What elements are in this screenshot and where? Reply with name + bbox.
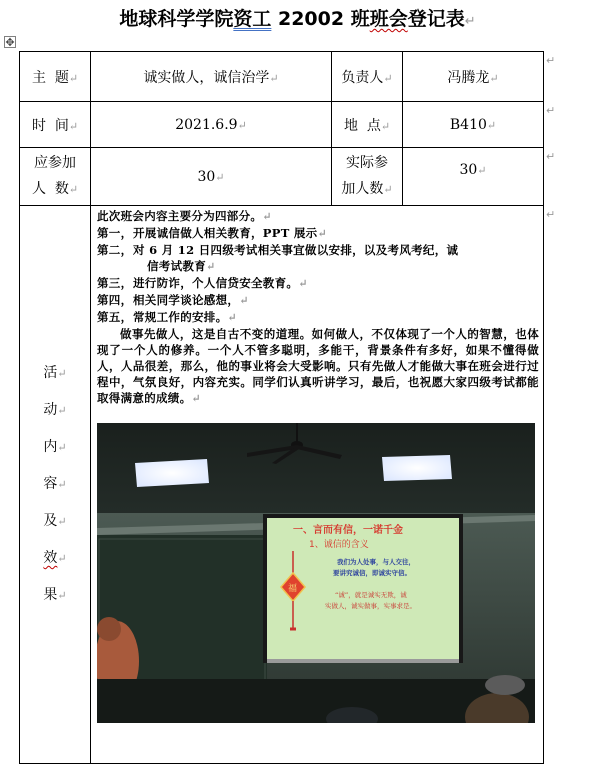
slide-line-3: 我们为人处事，与人交往，: [337, 558, 415, 566]
content-item-4: 第四，相关同学谈论感想，↵: [97, 293, 249, 307]
row-end-mark-icon-2: ↵: [546, 104, 556, 117]
slide-line-5: “诚”，就是诚实无欺，诚: [335, 591, 407, 599]
title-meeting: 班会: [369, 8, 408, 30]
activity-label-char: 及↵: [43, 513, 67, 529]
meeting-photo: [97, 423, 535, 723]
item-2-continued-text: 信考试教育: [147, 259, 206, 273]
title-major: 资工: [233, 8, 272, 30]
item-5-number: 第五，: [97, 310, 133, 324]
expected-value: 30: [197, 168, 216, 185]
content-paragraph-text: 做事先做人，这是自古不变的道理。如何做人，不仅体现了一个人的智慧，也体现了一个人的修养。一个人不管多聪明，多能干，背景条件有多好，如果不懂得做人，人品很差，那么，他的事业将会大受影响。只有先做人才能做大事在班会进行过程中，气氛良好，内容充实。同学们认真听讲学习，最后，也祝愿大家四级考试都能取得满意的成绩。: [97, 327, 539, 405]
leader-value: 冯腾龙: [447, 69, 490, 86]
actual-label-line1: 实际参: [346, 155, 388, 171]
item-1-text: 开展诚信做人相关教育，PPT 展示: [133, 226, 318, 240]
actual-label-cell: 实际参 加人数↵: [332, 148, 403, 206]
content-intro: 此次班会内容主要分为四部分。↵: [97, 209, 272, 223]
actual-value: 30: [459, 162, 478, 178]
item-3-text: 进行防诈，个人信贷安全教育。: [133, 276, 299, 290]
item-5-text: 常规工作的安排。: [133, 310, 228, 324]
topic-label: 主 题: [31, 69, 69, 86]
person-left-head: [97, 617, 121, 641]
content-paragraph: 做事先做人，这是自古不变的道理。如何做人，不仅体现了一个人的智慧，也体现了一个人的修养。一个人不管多聪明，多能干，背景条件有多好，如果不懂得做人，人品很差，那么，他的事业将会大受影响。只有先做人才能做大事在班会进行过程中，气氛良好，内容充实。同学们认真听讲学习，最后，也祝愿大家四级考试都能取得满意的成绩。↵: [97, 327, 539, 405]
content-intro-text: 此次班会内容主要分为四部分。: [97, 209, 263, 223]
document-title: [0, 5, 595, 36]
activity-label-char: 效↵: [43, 550, 67, 566]
registration-table: [19, 51, 544, 764]
row-end-mark-icon-3: ↵: [546, 150, 556, 163]
time-label: 时 间: [31, 117, 69, 134]
item-1-number: 第一，: [97, 226, 133, 240]
content-item-5: 第五，常规工作的安排。↵: [97, 310, 237, 324]
title-class: 22002 班: [271, 8, 370, 30]
time-label-cell: 时 间↵: [20, 102, 91, 148]
item-2-text: 对 6 月 12 日四级考试相关事宜做以安排，以及考风考纪，诚: [133, 243, 459, 257]
item-4-number: 第四，: [97, 293, 133, 307]
expected-label-cell: 应参加 人 数↵: [20, 148, 91, 206]
leader-label: 负责人: [341, 69, 384, 86]
place-value-cell[interactable]: B410↵: [403, 102, 544, 148]
time-value-cell[interactable]: 2021.6.9↵: [91, 102, 332, 148]
title-suffix: 登记表: [407, 8, 465, 30]
content-item-3: 第三，进行防诈，个人信贷安全教育。↵: [97, 276, 308, 290]
item-3-number: 第三，: [97, 276, 133, 290]
topic-value: 诚实做人，诚信治学: [143, 69, 270, 86]
paragraph-mark-icon: ↵: [464, 14, 476, 29]
slide-line-6: 实做人，诚实做事，实事求是。: [325, 602, 416, 610]
activity-content-cell[interactable]: [91, 206, 544, 764]
row-end-mark-icon-4: ↵: [546, 208, 556, 221]
row-time: [20, 102, 544, 148]
expected-label-line2: 人 数: [31, 181, 69, 197]
meeting-photo-drawing: [97, 423, 535, 723]
topic-value-cell[interactable]: 诚实做人，诚信治学↵: [91, 52, 332, 102]
item-2-number: 第二，: [97, 243, 133, 257]
activity-label: [20, 355, 90, 614]
row-end-mark-icon-1: ↵: [546, 54, 556, 67]
slide-line-4: 要讲究诚信，即诚实守信。: [333, 569, 411, 577]
item-4-text: 相关同学谈论感想，: [133, 293, 240, 307]
leader-value-cell[interactable]: 冯腾龙↵: [403, 52, 544, 102]
content-item-1: 第一，开展诚信做人相关教育，PPT 展示↵: [97, 226, 327, 240]
content-item-2-continued: 信考试教育↵: [147, 259, 216, 273]
activity-content: [97, 208, 539, 407]
activity-label-cell: [20, 206, 91, 764]
place-label: 地 点: [343, 117, 381, 134]
leader-label-cell: 负责人↵: [332, 52, 403, 102]
content-item-2: [97, 242, 539, 258]
activity-label-char: 动↵: [43, 402, 67, 418]
row-attendance: [20, 148, 544, 206]
knot-emblem-char: 福: [288, 584, 298, 594]
ceiling-light-right: [382, 455, 452, 481]
actual-label-line2: 加人数: [341, 181, 384, 197]
title-prefix: 地球科学学院: [119, 8, 234, 30]
bag-right: [485, 675, 525, 695]
activity-label-char: 活↵: [43, 365, 67, 381]
ceiling-light-left: [135, 459, 209, 487]
slide-line-2: 1、诚信的含义: [309, 540, 369, 550]
time-value: 2021.6.9: [175, 116, 238, 133]
expected-value-cell[interactable]: 30↵: [91, 148, 332, 206]
activity-label-char: 容↵: [43, 476, 67, 492]
expected-label-line1: 应参加: [34, 155, 76, 171]
place-value: B410: [449, 116, 487, 133]
table-move-handle-icon[interactable]: ✥: [5, 36, 15, 49]
slide-line-1: 一、言而有信，一诺千金: [293, 525, 403, 536]
screen-bottom-bar: [267, 659, 459, 663]
activity-label-char: 内↵: [43, 439, 67, 455]
place-label-cell: 地 点↵: [332, 102, 403, 148]
topic-label-cell: 主 题↵: [20, 52, 91, 102]
row-activity: [20, 206, 544, 764]
actual-value-cell[interactable]: 30↵: [403, 148, 544, 206]
row-topic: [20, 52, 544, 102]
activity-label-char: 果↵: [43, 587, 67, 603]
